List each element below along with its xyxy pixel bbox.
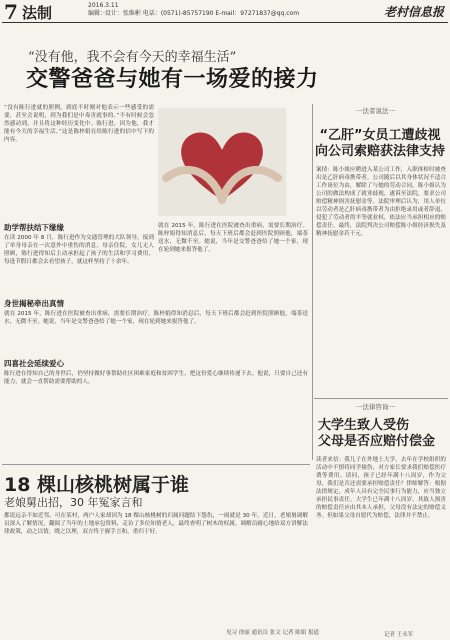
bottom-divider [2,464,310,465]
right-byline: 记者 王永军 [384,632,414,638]
right-body-1: 案情：陈小姐应聘进入某公司工作，入职体检时被查出是乙肝病毒携带者。公司随后以其身体状况不适合工作岗位为由，解除了与她的劳动合同。陈小姐认为公司的做法构成了就业歧视，遂诉至法院，要求公司赔偿精神损害抚慰金等。法院审理后认为，用人单位以劳动者是乙肝病毒携带者为由拒绝录用或者辞退，侵犯了劳动者的平等就业权，依法应当承担相应的赔偿责任。最终，法院判决公司赔偿陈小姐经济损失及精神抚慰金若干元。 [316,167,446,237]
section-sick: 身世揭秘牵出真情 [4,299,64,308]
right-headline-1 [314,128,446,160]
walnut-body: 都说远亲不如近邻，可在某村，两户人家却因为 18 棵山核桃树的归属问题结下怨仇，一闹就是 30 年。近日，老娘舅调解员深入了解情况，翻阅了当年的土地承包资料，走访了多位知情老人，最终查明了树木的权属。调解员耐心地给双方讲解法律政策，动之以情，晓之以理，双方终于握手言和，重归于好。 [4,513,308,535]
lead-headline: 交警爸爸与她有一场爱的接力 [26,67,319,92]
page-number: 7 [4,0,18,24]
heart-illustration [158,108,286,216]
right-tag-1: 一法者说法一 [356,107,395,115]
right-headline-2-line2: 父母是否应赔付偿金 [318,434,436,449]
lead-intro: “没有陈行进就的照例，到底不时刚对他表示一些感受的需要，甚至会说明，到为我们是中毒害就事的。”不有时候会忽然感动到，并且将这种经历变化中。陈行进，因为他，我才能有今天的幸福生活。”这是陈梓娟在给陈行进的信中写下的内容。 [4,105,154,143]
bottom-byline [226,628,319,636]
section-warm: 四喜社会延续爱心 [4,359,64,368]
lead-kicker: “没有他，我不会有今天的幸福生活” [28,50,237,65]
right-headline-1-line1: “乙肝”女员工遭歧视 [319,128,441,143]
hands-heart-photo [158,108,286,216]
masthead-meta [88,2,299,18]
right-tag-2: 一法律咨询一 [356,403,395,411]
right-headline-1-line2: 向公司索赔获法律支持 [314,144,445,159]
sick-body: 就在 2015 年，陈行进在医院被查出重病，需要长期治疗。陈梓娟得知消息后，每天下班后都会赶到医院照顾他，端茶送水，无微不至。她说，当年是交警爸爸给了她一个家，现在轮到她来报答他了。 [4,311,308,325]
paper-name: 老村信息报 [383,5,444,19]
help-body-cont: 就在 2015 年，陈行进在医院被查出重病，需要长期治疗。陈梓娟得知消息后，每天下班后都会赶到医院照顾他，端茶送水，无微不至。她说，当年是交警爸爸给了她一个家，现在轮到她来报答他了。 [158,223,308,253]
bottom-byline-2: 记者 陈娟 报道 [282,630,319,636]
bottom-subhead: 老娘舅出招，30 年冤家言和 [4,496,143,509]
masthead [0,0,450,22]
masthead-rule [2,22,448,23]
right-headline-2 [318,418,448,450]
bottom-byline-1: 见习 徐丽 通讯员 张文 [226,630,281,636]
help-body: 在读 2000 年 8 月，陈行进作为交通管理的大队领导，接到了单身母亲在一次意外中重伤的消息，母亲住院，女儿无人照顾，陈行进得知后主动承担起了孩子的生活和学习费用，每逢节假日都会去看望孩子，就这样坚持了十余年。 [4,235,154,265]
right-divider [314,398,448,399]
issue-date: 2016.3.11 [88,2,119,9]
right-headline-2-line1: 大学生致人受伤 [318,418,410,433]
warm-body: 陈行进在得知自己的身世后，仍坚持做好事帮助社区困难家庭和贫困学生，把这份爱心继续传递下去。他说，只要自己还有能力，就会一直帮助需要帮助的人。 [4,371,308,385]
editor-contact: 编辑：·设计：张维彬 电话：(0571)-85757190 E-mail：97271837@qq.com [88,10,300,17]
section-title: 法制 [22,4,53,22]
section-help: 助学帮扶结下缘缘 [4,223,64,232]
bottom-headline: 18 棵山核桃树属于谁 [4,474,190,496]
column-divider [312,104,313,460]
right-body-2: 读者来信：我儿子在外地上大学，去年在学校组织的活动中不慎将同学撞伤，对方家长要求我们赔偿医疗费等费用。请问，孩子已经年满十八周岁，作为父母，我们是否还需要承担赔偿责任？律师解答：根据法律规定，成年人具有完全民事行为能力，应当独立承担民事责任。大学生已年满十八周岁，其致人损害的赔偿责任应由其本人承担，父母没有法定的赔偿义务。但如果父母自愿代为赔偿，法律并不禁止。 [316,457,446,519]
